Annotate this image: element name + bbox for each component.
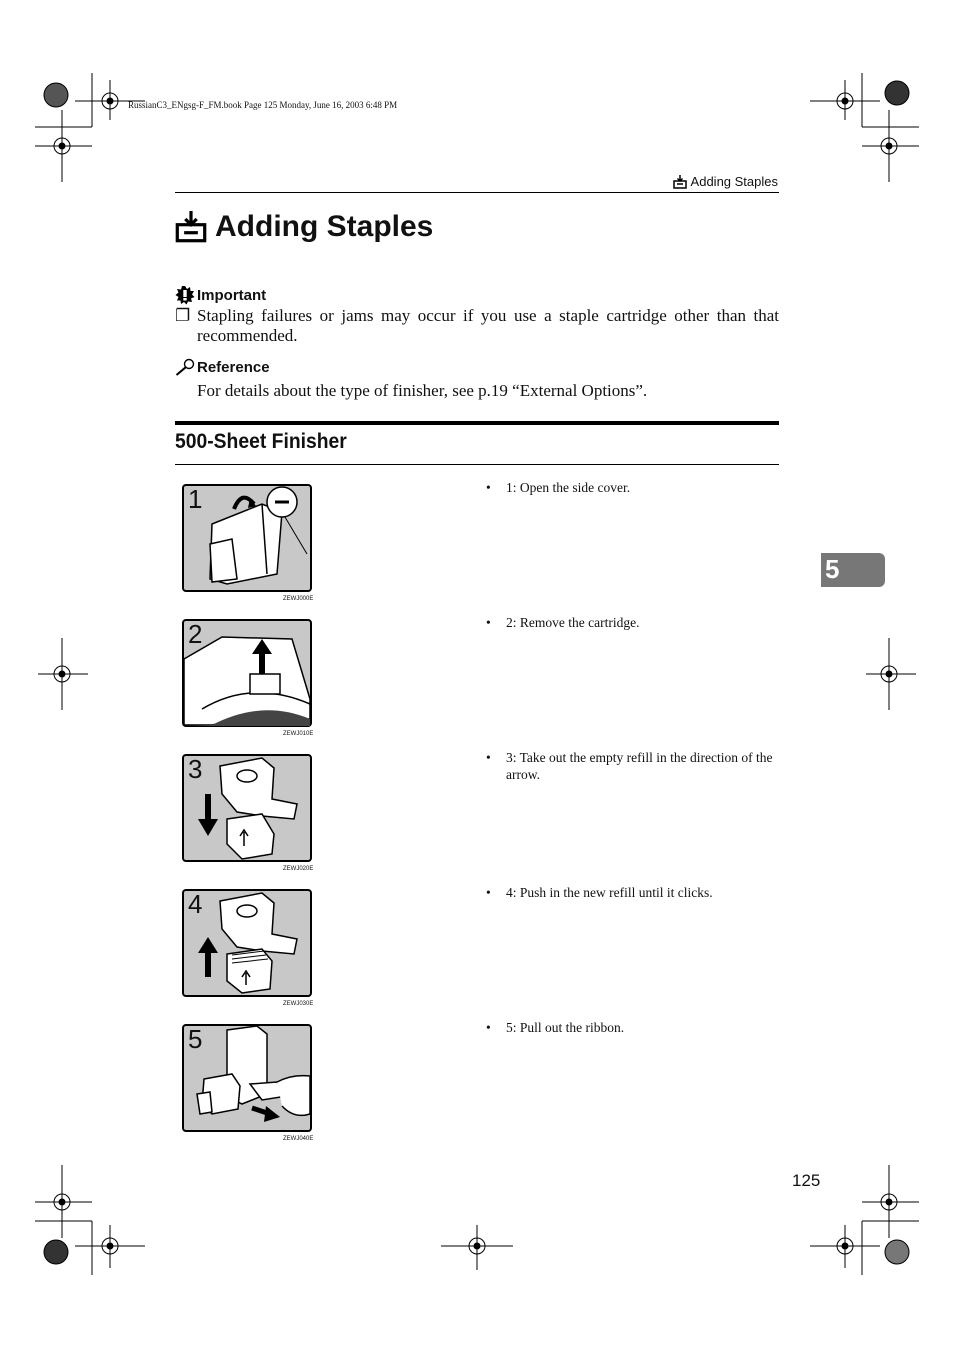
page-title-text: Adding Staples <box>215 210 434 243</box>
step-4-number: 4 <box>188 889 203 919</box>
running-header-text: Adding Staples <box>690 174 778 189</box>
chapter-tab <box>821 553 885 587</box>
bullet: • <box>486 1020 491 1035</box>
bullet: • <box>486 750 491 765</box>
reference-text: For details about the type of finisher, see p.19 “External Options”. <box>197 381 648 400</box>
page-title <box>175 210 433 244</box>
step-2-number: 2 <box>188 619 203 649</box>
section-rule-bottom <box>175 464 779 465</box>
step-5-number: 5 <box>188 1024 203 1054</box>
important-label: Important <box>197 286 267 304</box>
magnifier-icon <box>175 358 195 376</box>
bullet: • <box>486 480 491 495</box>
step-1-text <box>486 479 778 496</box>
step-5-text <box>486 1019 778 1036</box>
step-2-text <box>486 614 778 631</box>
section-rule-top <box>175 421 779 425</box>
step-2-instruction: 2: Remove the cartridge. <box>506 615 640 630</box>
important-text: Stapling failures or jams may occur if you use a staple cartridge other than that recommended. <box>197 306 779 345</box>
step-3-code: ZEWJ020E <box>283 866 314 872</box>
reference-label: Reference <box>197 358 270 376</box>
step-3-number: 3 <box>188 754 203 784</box>
step-4-instruction: 4: Push in the new refill until it clicks. <box>506 885 713 900</box>
running-header <box>673 174 778 189</box>
bullet: • <box>486 615 491 630</box>
checkbox-icon: ❐ <box>175 306 191 325</box>
step-3-instruction: 3: Take out the empty refill in the direction of the arrow. <box>506 750 773 782</box>
important-icon <box>175 285 195 305</box>
step-4-code: ZEWJ030E <box>283 1001 314 1007</box>
step-5-code: ZEWJ040E <box>283 1136 314 1142</box>
section-title: 500-Sheet Finisher <box>175 430 347 453</box>
step-1-code: ZEWJ000E <box>283 596 314 602</box>
important-body <box>175 306 779 346</box>
important-heading <box>175 285 266 305</box>
print-header: RussianC3_ENgsg-F_FM.book Page 125 Monday, June 16, 2003 6:48 PM <box>128 100 398 110</box>
staple-icon <box>673 175 687 189</box>
step-2-code: ZEWJ010E <box>283 731 314 737</box>
step-3-text <box>486 749 778 783</box>
step-4-text <box>486 884 778 901</box>
staple-icon <box>175 211 207 243</box>
bullet: • <box>486 885 491 900</box>
step-5-instruction: 5: Pull out the ribbon. <box>506 1020 625 1035</box>
step-1-instruction: 1: Open the side cover. <box>506 480 631 495</box>
header-rule <box>175 192 779 193</box>
chapter-tab-number: 5 <box>825 554 840 584</box>
page-number: 125 <box>792 1171 821 1190</box>
step-1-number: 1 <box>188 484 203 514</box>
reference-heading <box>175 358 270 376</box>
